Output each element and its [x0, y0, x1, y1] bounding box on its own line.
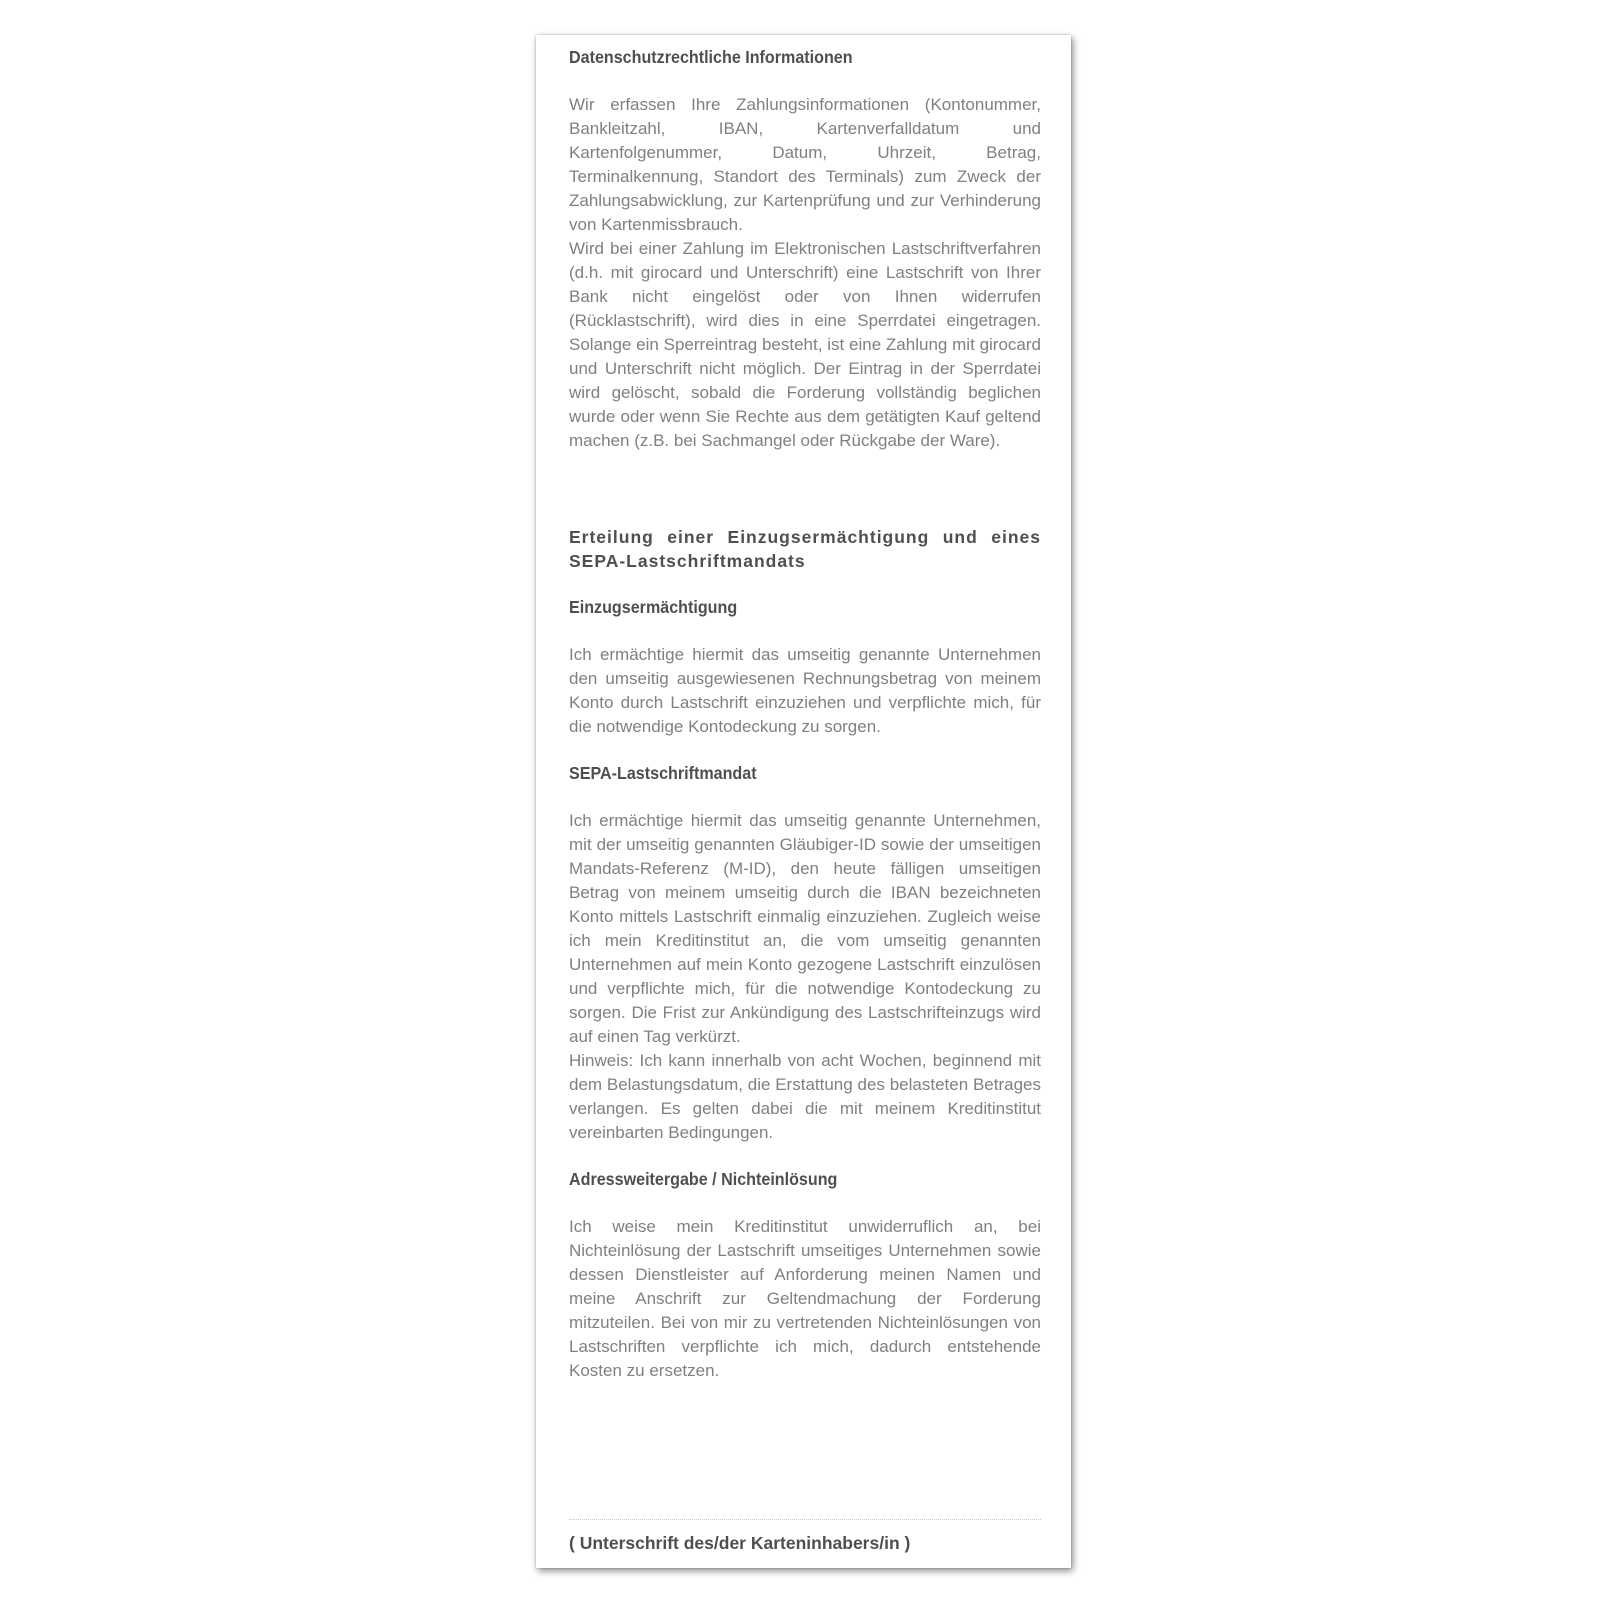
- privacy-paragraph-1: Wir erfassen Ihre Zahlungsinformationen (Kontonummer, Bankleitzahl, IBAN, Kartenverfalldatum und Kartenfolgenummer, Datum, Uhrzeit, Betrag, Terminalkennung, Standort des Terminals) zum Zweck der Zahlungsabwicklung, zur Kartenprüfung und zur Verhinderung von Kartenmissbrauch.: [569, 95, 1041, 234]
- mandate-heading: Erteilung einer Einzugsermächtigung und eines SEPA-Lastschriftmandats: [569, 527, 1041, 571]
- direct-debit-authorization-text: Ich ermächtige hiermit das umseitig genannte Unternehmen den umseitig ausgewiesenen Rechnungsbetrag von meinem Konto durch Lastschrift einzuziehen und verpflichte mich, für die notwendige Kontodeckung zu sorgen.: [569, 645, 1041, 736]
- address-disclosure-text: Ich weise mein Kreditinstitut unwiderruflich an, bei Nichteinlösung der Lastschrift umseitiges Unternehmen sowie dessen Dienstleister auf Anforderung meinen Namen und meine Anschrift zur Geltendmachung der Forderung mitzuteilen. Bei von mir zu vertretenden Nichteinlösungen von Lastschriften verpflichte ich mich, dadurch entstehende Kosten zu ersetzen.: [569, 1217, 1041, 1380]
- signature-line: [569, 1519, 1041, 1520]
- sepa-mandate-note: Hinweis: Ich kann innerhalb von acht Wochen, beginnend mit dem Belastungsdatum, die Erstattung des belasteten Betrages verlangen. Es gelten dabei die mit meinem Kreditinstitut vereinbarten Bedingungen.: [569, 1051, 1041, 1142]
- address-disclosure-heading: Adressweitergabe / Nichteinlösung: [569, 1169, 838, 1189]
- privacy-heading: Datenschutzrechtliche Informationen: [569, 47, 853, 67]
- direct-debit-authorization-heading: Einzugsermächtigung: [569, 597, 738, 617]
- sepa-mandate-text: Ich ermächtige hiermit das umseitig genannte Unternehmen, mit der umseitig genannten Gläubiger-ID sowie der umseitigen Mandats-Referenz (M-ID), den heute fälligen umseitigen Betrag von meinem umseitig durch die IBAN bezeichneten Konto mittels Lastschrift einmalig einzuziehen. Zugleich weise ich mein Kreditinstitut an, die vom umseitig genannten Unternehmen auf mein Konto gezogene Lastschrift einzulösen und verpflichte mich, für die notwendige Kontodeckung zu sorgen. Die Frist zur Ankündigung des Lastschrifteinzugs wird auf einen Tag verkürzt.: [569, 811, 1041, 1046]
- signature-label: ( Unterschrift des/der Karteninhabers/in ): [569, 1533, 911, 1553]
- sepa-mandate-heading: SEPA-Lastschriftmandat: [569, 763, 757, 783]
- receipt-page: [536, 35, 1071, 1568]
- privacy-paragraph-2: Wird bei einer Zahlung im Elektronischen Lastschriftverfahren (d.h. mit girocard und Unterschrift) eine Lastschrift von Ihrer Bank nicht eingelöst oder von Ihnen widerrufen (Rücklastschrift), wird dies in eine Sperrdatei eingetragen. Solange ein Sperreintrag besteht, ist eine Zahlung mit girocard und Unterschrift nicht möglich. Der Eintrag in der Sperrdatei wird gelöscht, sobald die Forderung vollständig beglichen wurde oder wenn Sie Rechte aus dem getätigten Kauf geltend machen (z.B. bei Sachmangel oder Rückgabe der Ware).: [569, 239, 1041, 450]
